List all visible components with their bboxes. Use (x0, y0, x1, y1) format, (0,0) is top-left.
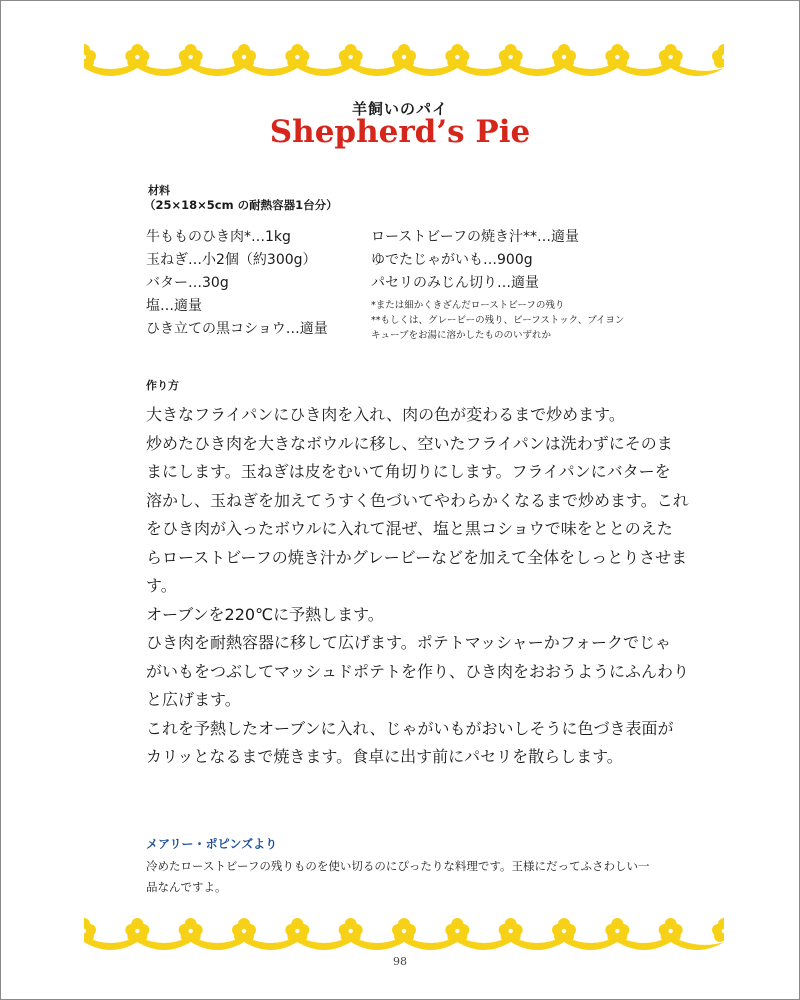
bottom-floral-border (84, 912, 724, 958)
poppins-body (146, 856, 666, 898)
method-line: まにします。玉ねぎは皮をむいて角切りにします。フライパンにバターを (146, 462, 671, 481)
border-flower (125, 918, 149, 942)
border-flower (339, 918, 363, 942)
method-line: カリッとなるまで焼きます。食卓に出す前にパセリを散らします。 (146, 747, 623, 766)
border-flower (712, 44, 724, 68)
ingredients-heading: 材料 (148, 184, 170, 197)
method-body (146, 401, 690, 772)
ingredient-note: キューブをお湯に溶かしたもののいずれか (371, 330, 552, 341)
method-line: ひき肉を耐熱容器に移して広げます。ポテトマッシャーかフォークでじゃ (146, 633, 671, 652)
method-line: 炒めたひき肉を大きなボウルに移し、空いたフライパンは洗わずにそのま (146, 433, 673, 453)
recipe-subtitle: 羊飼いのパイ (351, 100, 448, 118)
border-flower (552, 918, 576, 942)
border-flower (179, 918, 203, 942)
method-line: これを予熱したオーブンに入れ、じゃがいもがおいしそうに色づき表面が (146, 718, 674, 738)
border-flower (445, 44, 469, 68)
border-flower (392, 44, 416, 68)
ingredient-item: 牛もものひき肉*…1kg (146, 229, 291, 245)
border-flower (232, 44, 256, 68)
ingredient-note: **もしくは、グレービーの残り、ビーフストック、ブイヨン (371, 315, 625, 326)
border-flower (285, 44, 309, 68)
ingredients-serving: （25×18×5cm の耐熱容器1台分） (144, 198, 338, 212)
ingredient-item: バター…30g (146, 275, 229, 291)
border-flower (84, 44, 96, 68)
ingredients-left-column (146, 226, 366, 341)
border-flower (285, 918, 309, 942)
border-flower (392, 918, 416, 942)
border-flower (659, 44, 683, 68)
poppins-line: 冷めたローストビーフの残りものを使い切るのにぴったりな料理です。王様にだってふさわしい一 (146, 859, 650, 873)
ingredient-item: パセリのみじん切り…適量 (371, 275, 539, 291)
top-floral-border (84, 38, 724, 84)
method-line: オーブンを220℃に予熱します。 (146, 604, 384, 624)
method-line: らローストビーフの焼き汁かグレービーなどを加えて全体をしっとりさせま (146, 547, 688, 567)
method-line: がいもをつぶしてマッシュドポテトを作り、ひき肉をおおうようにふんわり (146, 661, 690, 681)
ingredient-item: 玉ねぎ…小2個（約300g） (146, 252, 317, 268)
border-flower (84, 918, 96, 942)
method-heading: 作り方 (146, 379, 179, 392)
method-line: す。 (146, 576, 177, 595)
ingredient-item: ひき立ての黒コショウ…適量 (146, 321, 328, 337)
border-flower (179, 44, 203, 68)
ingredient-item: ゆでたじゃがいも…900g (371, 252, 533, 268)
page-number: 98 (393, 955, 407, 968)
ingredient-notes (371, 298, 681, 343)
ingredient-item: ローストビーフの焼き汁**…適量 (371, 229, 580, 245)
method-line: をひき肉が入ったボウルに入れて混ぜ、塩と黒コショウで味をととのえた (146, 519, 673, 538)
border-flower (605, 44, 629, 68)
ingredients-right-column (371, 226, 681, 343)
border-flower (445, 918, 469, 942)
border-flower (659, 918, 683, 942)
recipe-title: Shepherd’s Pie (269, 114, 531, 150)
border-flower (125, 44, 149, 68)
border-flower (712, 918, 724, 942)
border-flower (605, 918, 629, 942)
method-line: と広げます。 (146, 690, 241, 709)
border-flower (552, 44, 576, 68)
method-line: 大きなフライパンにひき肉を入れ、肉の色が変わるまで炒めます。 (146, 405, 625, 424)
ingredient-note: *または細かくきざんだローストビーフの残り (371, 300, 565, 311)
border-flower (499, 44, 523, 68)
poppins-heading: メアリー・ポピンズより (146, 837, 278, 851)
ingredient-item: 塩…適量 (146, 298, 202, 314)
method-line: 溶かし、玉ねぎを加えてうすく色づいてやわらかくなるまで炒めます。これ (146, 490, 689, 510)
border-flower (339, 44, 363, 68)
border-flower (232, 918, 256, 942)
border-flower (499, 918, 523, 942)
poppins-line: 品なんですよ。 (146, 880, 227, 894)
